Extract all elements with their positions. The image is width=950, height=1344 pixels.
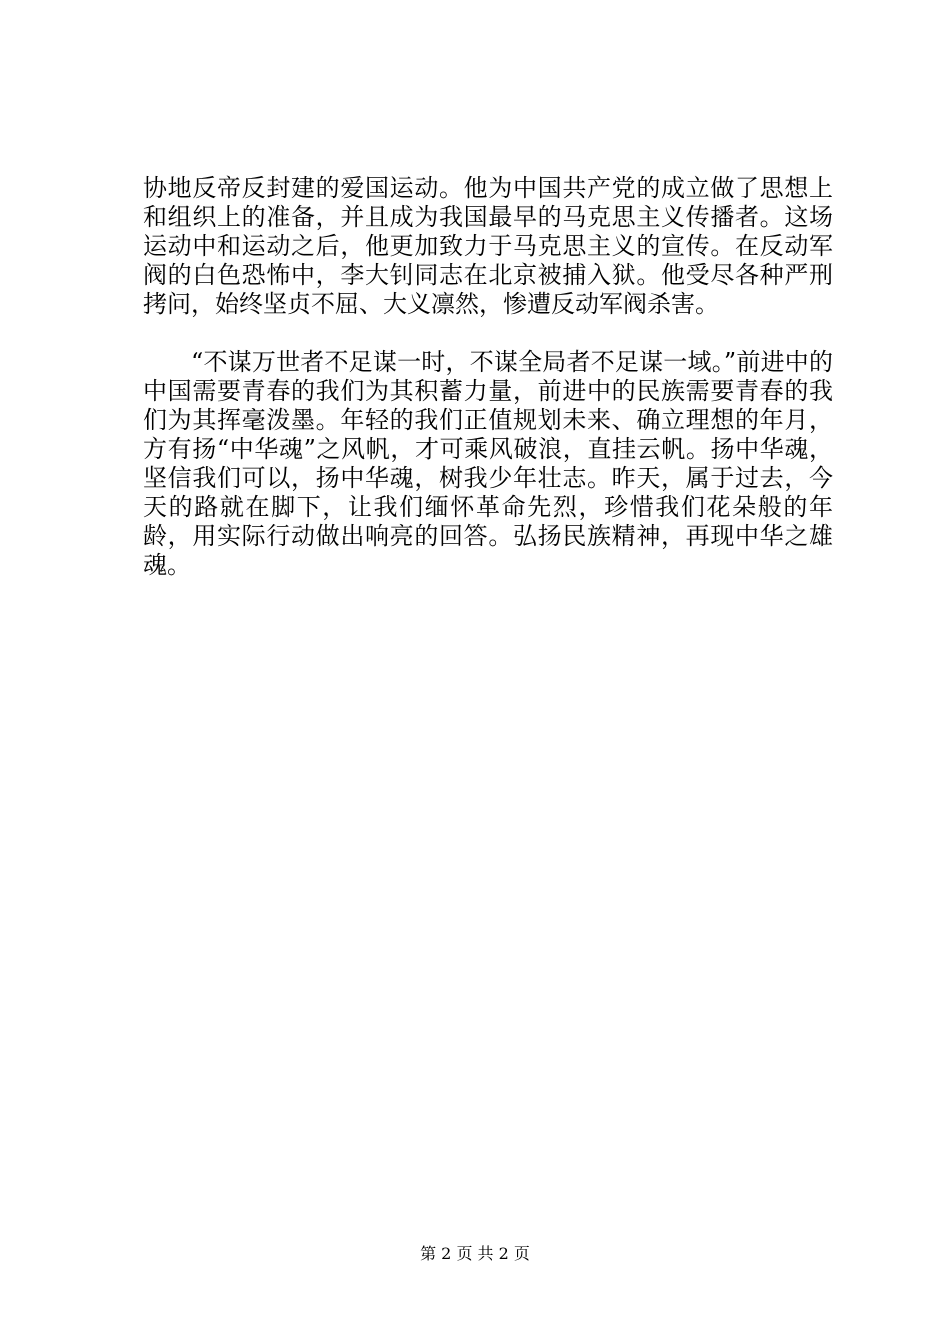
body-paragraph-2: “不谋万世者不足谋一时，不谋全局者不足谋一域。”前进中的中国需要青春的我们为其积蓄力量，前进中的民族需要青春的我们为其挥毫泼墨。年轻的我们正值规划未来、确立理想的年月，方有扬“中华魂”之风帆，才可乘风破浪，直挂云帆。扬中华魂，坚信我们可以，扬中华魂，树我少年壮志。昨天，属于过去，今天的路就在脚下，让我们缅怀革命先烈，珍惜我们花朵般的年龄，用实际行动做出响亮的回答。弘扬民族精神，再现中华之雄魂。 [143,348,833,579]
page-footer: 第 2 页 共 2 页 [420,1244,530,1263]
document-body [143,174,833,580]
body-paragraph-1: 协地反帝反封建的爱国运动。他为中国共产党的成立做了思想上和组织上的准备，并且成为我国最早的马克思主义传播者。这场运动中和运动之后，他更加致力于马克思主义的宣传。在反动军阀的白色恐怖中，李大钊同志在北京被捕入狱。他受尽各种严刑拷问，始终坚贞不屈、大义凛然，惨遭反动军阀杀害。 [143,174,833,318]
